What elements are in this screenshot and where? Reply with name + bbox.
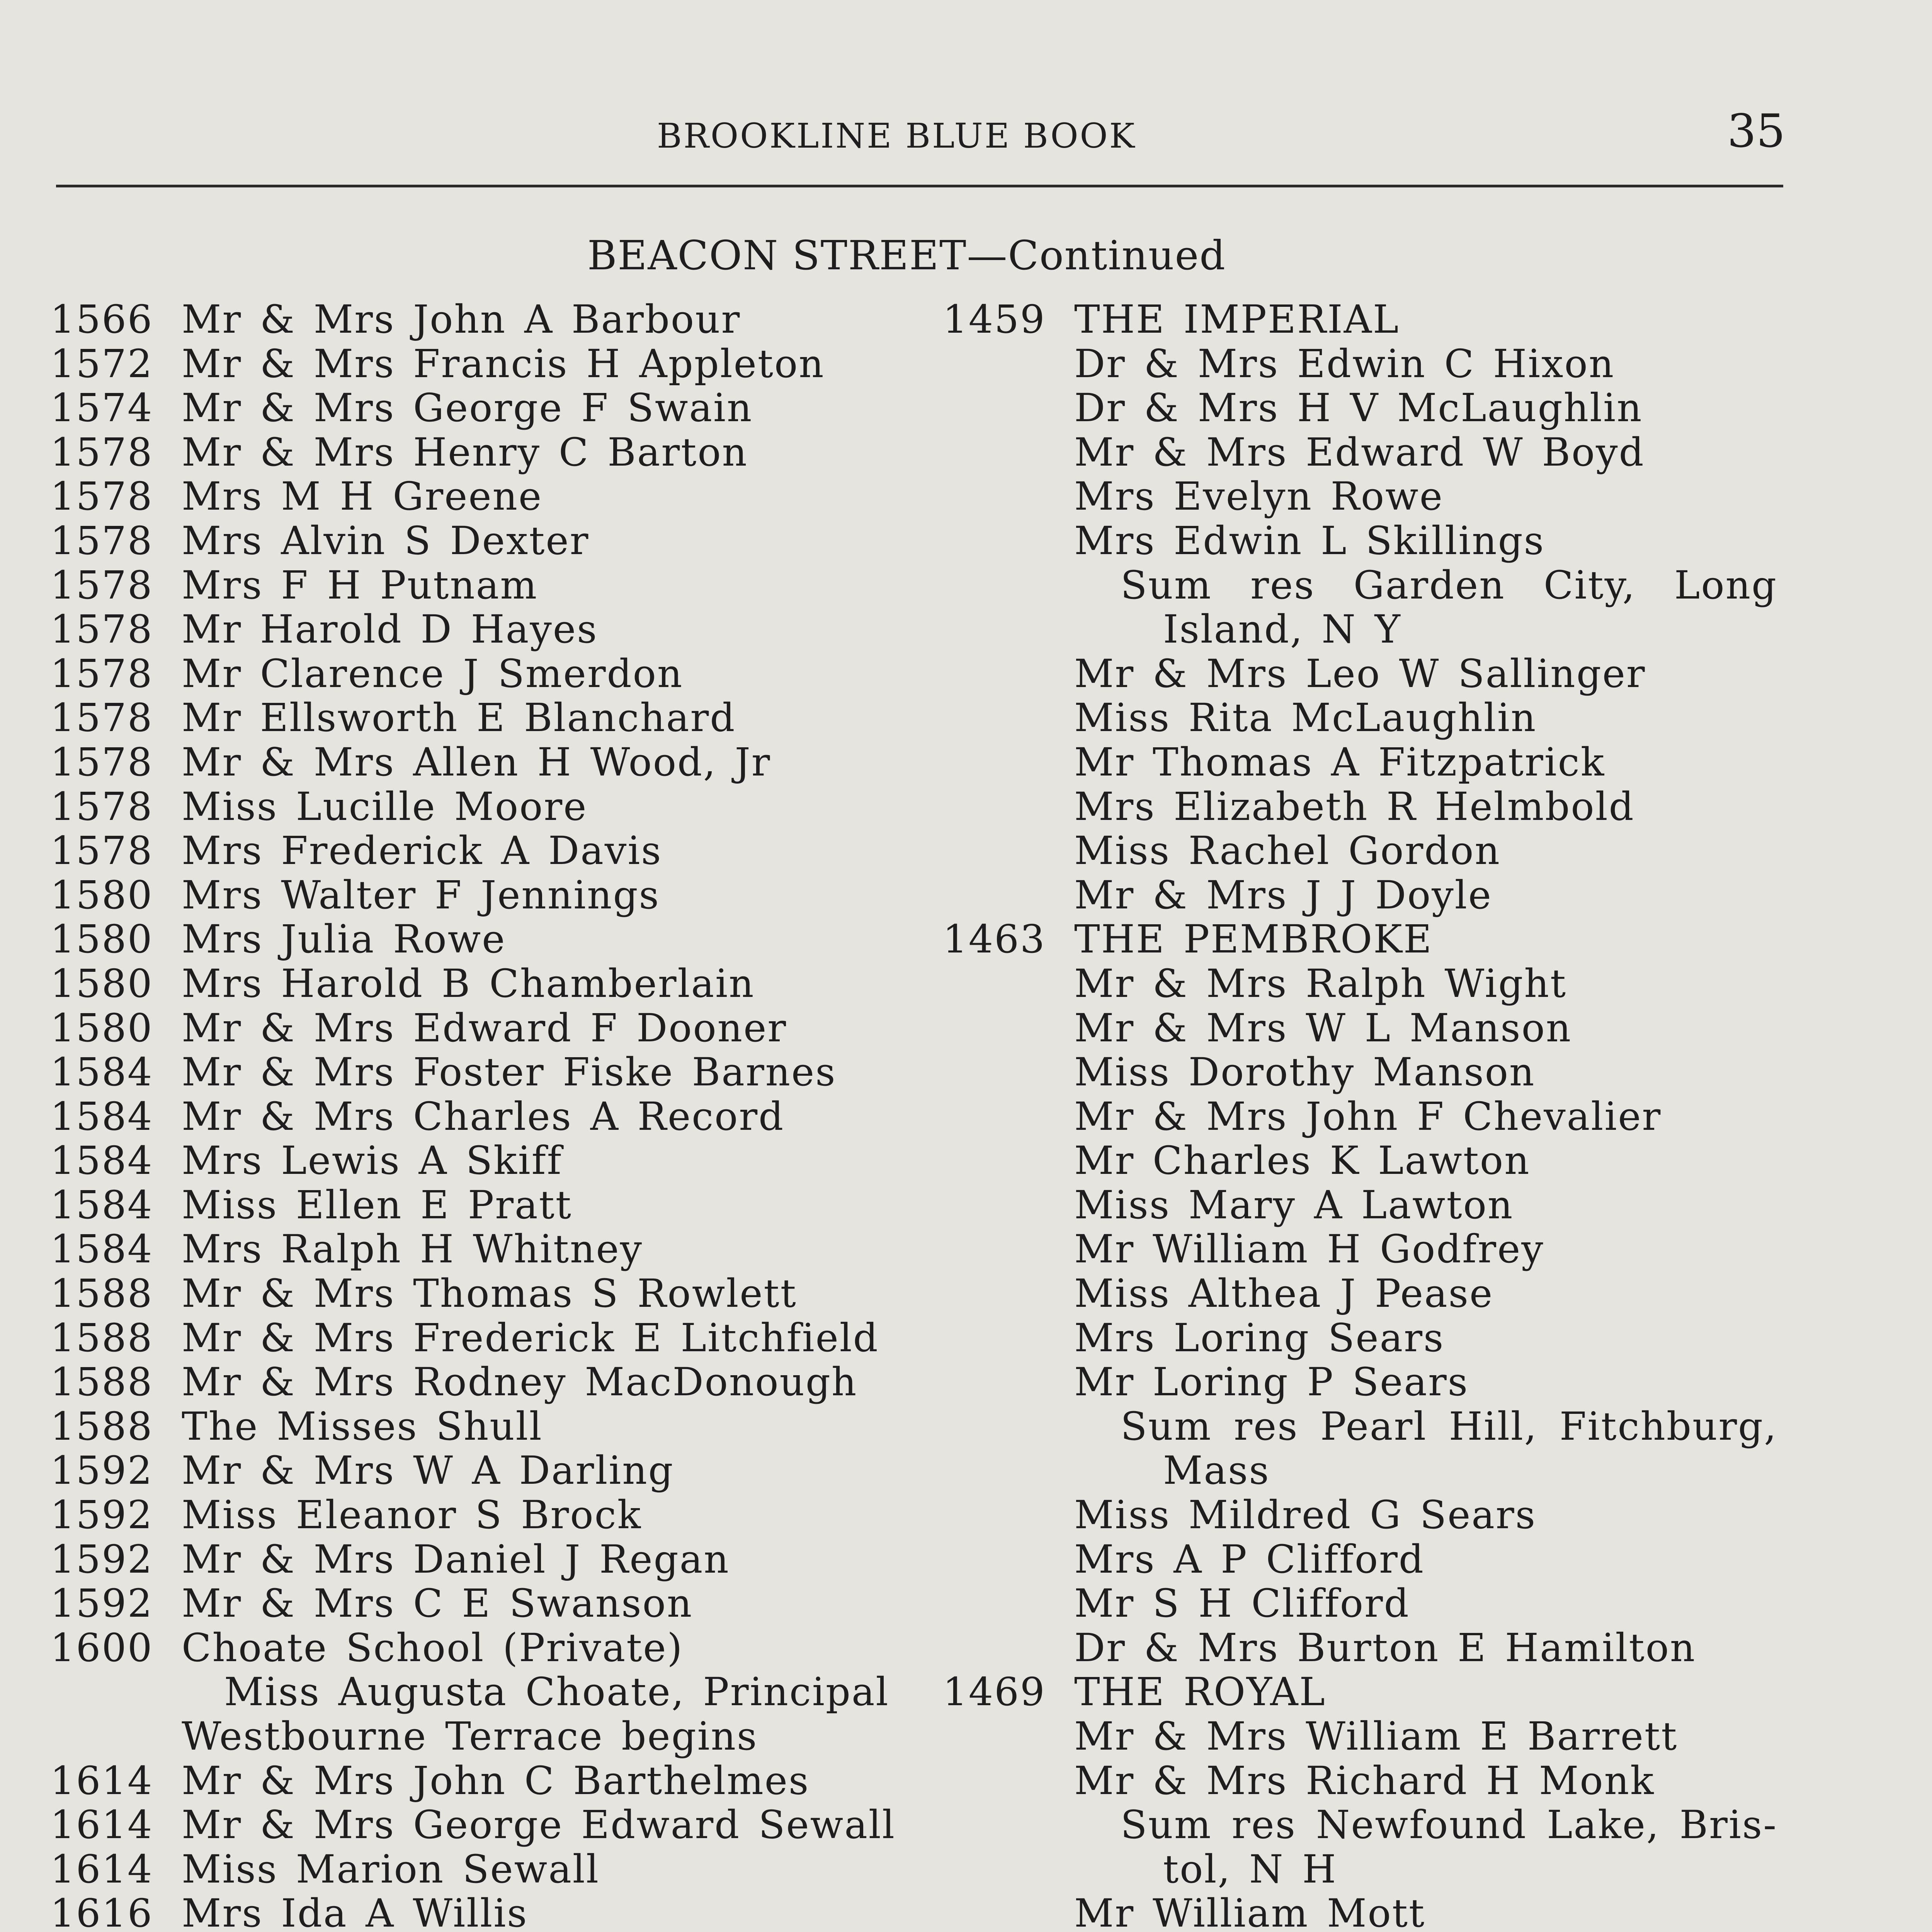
directory-entry [943, 1006, 1793, 1051]
house-number: 1578 [50, 828, 153, 874]
resident-name: Mr & Mrs Edward W Boyd [1074, 429, 1645, 475]
directory-entry [943, 917, 1793, 962]
house-number: 1584 [50, 1182, 153, 1228]
section-heading: BEACON STREET—Continued [587, 232, 1226, 279]
house-number: 1463 [943, 917, 1046, 962]
resident-name: Mrs Harold B Chamberlain [182, 961, 755, 1006]
resident-name: Mr & Mrs Henry C Barton [182, 429, 748, 475]
resident-name: Dr & Mrs Burton E Hamilton [1074, 1625, 1696, 1670]
directory-entry [943, 1316, 1793, 1361]
house-number: 1578 [50, 429, 153, 475]
resident-name: Mr Thomas A Fitzpatrick [1074, 739, 1605, 785]
resident-name: Mr & Mrs John C Barthelmes [182, 1758, 810, 1803]
house-number: 1469 [943, 1669, 1046, 1715]
resident-name: Dr & Mrs Edwin C Hixon [1074, 341, 1615, 386]
resident-name: Mr & Mrs John F Chevalier [1074, 1094, 1662, 1139]
resident-name: Choate School (Private) [182, 1625, 684, 1670]
house-number: 1584 [50, 1226, 153, 1272]
directory-entry [50, 607, 885, 652]
house-number: 1614 [50, 1758, 153, 1803]
house-number: 1592 [50, 1492, 153, 1538]
directory-entry [943, 430, 1793, 475]
header-rule [56, 185, 1783, 187]
directory-entry [50, 1006, 885, 1051]
house-number: 1592 [50, 1448, 153, 1493]
resident-name: Mr & Mrs John A Barbour [182, 297, 741, 342]
directory-entry [50, 1759, 885, 1803]
resident-name: Mrs Ralph H Whitney [182, 1226, 643, 1272]
directory-entry [50, 519, 885, 563]
resident-name: Mrs Elizabeth R Helmbold [1074, 784, 1635, 829]
directory-entry [943, 1095, 1793, 1139]
directory-entry [943, 1582, 1793, 1626]
resident-name: Dr & Mrs H V McLaughlin [1074, 385, 1643, 431]
resident-name: Mr Clarence J Smerdon [182, 651, 684, 696]
directory-entry [50, 342, 885, 386]
resident-name: Mr & Mrs J J Doyle [1074, 872, 1492, 918]
directory-entry [943, 1626, 1793, 1670]
house-number: 1588 [50, 1359, 153, 1405]
directory-entry [943, 607, 1793, 652]
resident-name: Mrs Lewis A Skiff [182, 1138, 563, 1184]
directory-entry [943, 1759, 1793, 1803]
directory-entry [943, 1891, 1793, 1932]
resident-name: Mr & Mrs W A Darling [182, 1448, 674, 1493]
directory-entry [943, 1449, 1793, 1493]
resident-name: Sum res Pearl Hill, Fitchburg, [1121, 1404, 1777, 1449]
directory-entry [50, 1139, 885, 1183]
directory-entry [50, 1669, 889, 1715]
directory-entry [943, 1183, 1793, 1228]
house-number: 1578 [50, 474, 153, 519]
house-number: 1600 [50, 1625, 153, 1670]
directory-entry [50, 298, 885, 342]
resident-name: Mr & Mrs Rodney MacDonough [182, 1359, 858, 1405]
resident-name: Miss Augusta Choate, Principal [224, 1669, 889, 1715]
resident-name: Mass [1163, 1448, 1270, 1493]
directory-entry [943, 298, 1793, 342]
resident-name: Mr & Mrs Charles A Record [182, 1094, 785, 1139]
resident-name: Mr & Mrs Daniel J Regan [182, 1536, 730, 1582]
house-number: 1588 [50, 1271, 153, 1316]
resident-name: Mr Ellsworth E Blanchard [182, 695, 736, 741]
directory-entry [50, 1802, 896, 1848]
resident-name: Miss Ellen E Pratt [182, 1182, 572, 1228]
house-number: 1578 [50, 607, 153, 652]
running-title: BROOKLINE BLUE BOOK [657, 116, 1136, 156]
directory-entry [50, 474, 885, 519]
directory-entry [50, 917, 885, 962]
directory-entry [50, 1050, 885, 1095]
resident-name: Miss Eleanor S Brock [182, 1492, 642, 1538]
directory-entry [50, 962, 885, 1006]
directory-entry [50, 1847, 885, 1892]
house-number: 1578 [50, 784, 153, 829]
directory-entry [50, 386, 885, 430]
resident-name: Mr & Mrs Frederick E Litchfield [182, 1315, 879, 1361]
resident-name: Mr & Mrs George F Swain [182, 385, 753, 431]
directory-entry [50, 563, 885, 608]
directory-entry [943, 342, 1793, 386]
left-column [50, 297, 896, 1932]
resident-name: tol, N H [1163, 1846, 1337, 1892]
directory-entry [50, 1227, 885, 1272]
house-number: 1574 [50, 385, 153, 431]
resident-name: Mrs Loring Sears [1074, 1315, 1445, 1361]
resident-name: Mr & Mrs William E Barrett [1074, 1714, 1678, 1759]
directory-entry [50, 1537, 885, 1582]
directory-entry [943, 1050, 1793, 1095]
house-number: 1578 [50, 695, 153, 741]
directory-entry [943, 1847, 1793, 1892]
resident-name: Mr & Mrs Thomas S Rowlett [182, 1271, 797, 1316]
resident-name: THE IMPERIAL [1074, 297, 1400, 342]
resident-name: The Misses Shull [182, 1403, 543, 1449]
directory-entry [943, 563, 1793, 608]
resident-name: Miss Marion Sewall [182, 1846, 600, 1892]
resident-name: Mr & Mrs Richard H Monk [1074, 1758, 1655, 1803]
directory-entry [943, 1670, 1793, 1714]
directory-entry [50, 1316, 885, 1361]
directory-entry [943, 519, 1793, 563]
resident-name: Mr Loring P Sears [1074, 1359, 1469, 1405]
resident-name: Mr & Mrs Ralph Wight [1074, 961, 1567, 1006]
house-number: 1588 [50, 1315, 153, 1361]
directory-entry [50, 1405, 885, 1449]
house-number: 1592 [50, 1581, 153, 1626]
directory-entry [50, 873, 885, 918]
house-number: 1578 [50, 739, 153, 785]
resident-name: Mrs Ida A Willis [182, 1891, 528, 1932]
house-number: 1588 [50, 1403, 153, 1449]
directory-entry [943, 474, 1793, 519]
resident-name: Mr & Mrs W L Manson [1074, 1005, 1572, 1051]
directory-entry [50, 1272, 885, 1316]
house-number: 1459 [943, 297, 1046, 342]
resident-name: Miss Mildred G Sears [1074, 1492, 1537, 1538]
resident-name: Miss Rachel Gordon [1074, 828, 1501, 874]
directory-entry [50, 1095, 885, 1139]
resident-name: Mr William H Godfrey [1074, 1226, 1544, 1272]
resident-name: THE PEMBROKE [1074, 917, 1433, 962]
directory-entry [943, 829, 1793, 873]
directory-entry [943, 962, 1793, 1006]
resident-name: Mrs Walter F Jennings [182, 872, 660, 918]
directory-entry [943, 1537, 1793, 1582]
resident-name: Mrs Julia Rowe [182, 917, 506, 962]
house-number: 1614 [50, 1802, 153, 1848]
directory-entry [943, 1360, 1793, 1405]
directory-entry [943, 696, 1793, 740]
directory-entry [50, 1360, 885, 1405]
directory-entry [943, 873, 1793, 918]
resident-name: Mrs Edwin L Skillings [1074, 518, 1545, 563]
directory-entry [50, 1626, 885, 1670]
directory-entry [50, 829, 885, 873]
house-number: 1572 [50, 341, 153, 386]
resident-name: Miss Lucille Moore [182, 784, 588, 829]
directory-entry [943, 1227, 1793, 1272]
directory-entry [943, 1493, 1793, 1537]
house-number: 1584 [50, 1138, 153, 1184]
resident-name: Miss Althea J Pease [1074, 1271, 1494, 1316]
resident-name: Mr & Mrs George Edward Sewall [182, 1802, 896, 1848]
resident-name: Mrs Evelyn Rowe [1074, 474, 1444, 519]
resident-name: Mr & Mrs Edward F Dooner [182, 1005, 787, 1051]
resident-name: Mr Charles K Lawton [1074, 1138, 1531, 1184]
resident-name: Mr William Mott [1074, 1891, 1426, 1932]
house-number: 1584 [50, 1094, 153, 1139]
directory-entry [50, 696, 885, 740]
house-number: 1584 [50, 1049, 153, 1095]
house-number: 1580 [50, 917, 153, 962]
house-number: 1592 [50, 1536, 153, 1582]
resident-name: Mr S H Clifford [1074, 1581, 1410, 1626]
resident-name: Mrs Alvin S Dexter [182, 518, 590, 563]
resident-name: Mr & Mrs C E Swanson [182, 1581, 693, 1626]
house-number: 1580 [50, 1005, 153, 1051]
house-number: 1578 [50, 651, 153, 696]
resident-name: Miss Dorothy Manson [1074, 1049, 1536, 1095]
resident-name: Mr & Mrs Leo W Sallinger [1074, 651, 1646, 696]
directory-entry [50, 1183, 885, 1228]
house-number: 1616 [50, 1891, 153, 1932]
directory-entry [50, 1493, 885, 1537]
directory-entry [50, 1714, 885, 1759]
directory-entry [943, 386, 1793, 430]
directory-entry [943, 1803, 1793, 1847]
resident-name: THE ROYAL [1074, 1669, 1326, 1715]
directory-entry [50, 430, 885, 475]
directory-entry [943, 1272, 1793, 1316]
directory-entry [50, 785, 885, 829]
resident-name: Sum res Garden City, Long [1121, 563, 1777, 608]
directory-entry [50, 740, 885, 785]
directory-entry [50, 652, 885, 696]
right-column [943, 298, 1793, 1932]
resident-name: Mrs M H Greene [182, 474, 543, 519]
resident-name: Mr & Mrs Francis H Appleton [182, 341, 825, 386]
directory-entry [943, 740, 1793, 785]
resident-name: Island, N Y [1163, 607, 1401, 652]
directory-entry [50, 1449, 885, 1493]
house-number: 1580 [50, 872, 153, 918]
house-number: 1566 [50, 297, 153, 342]
resident-name: Mrs F H Putnam [182, 562, 538, 608]
house-number: 1578 [50, 518, 153, 563]
directory-entry [943, 785, 1793, 829]
resident-name: Mr Harold D Hayes [182, 607, 598, 652]
directory-entry [943, 1405, 1793, 1449]
resident-name: Mr & Mrs Allen H Wood, Jr [182, 739, 771, 785]
directory-entry [943, 652, 1793, 696]
directory-entry [943, 1139, 1793, 1183]
resident-name: Westbourne Terrace begins [182, 1714, 758, 1759]
house-number: 1578 [50, 562, 153, 608]
resident-name: Mrs A P Clifford [1074, 1536, 1425, 1582]
house-number: 1580 [50, 961, 153, 1006]
directory-entry [50, 1582, 885, 1626]
resident-name: Miss Mary A Lawton [1074, 1182, 1514, 1228]
page-number: 35 [1727, 104, 1786, 158]
resident-name: Miss Rita McLaughlin [1074, 695, 1537, 741]
house-number: 1614 [50, 1846, 153, 1892]
resident-name: Sum res Newfound Lake, Bris- [1121, 1803, 1777, 1847]
resident-name: Mr & Mrs Foster Fiske Barnes [182, 1049, 837, 1095]
directory-entry [943, 1714, 1793, 1759]
directory-entry [50, 1891, 885, 1932]
resident-name: Mrs Frederick A Davis [182, 828, 662, 874]
